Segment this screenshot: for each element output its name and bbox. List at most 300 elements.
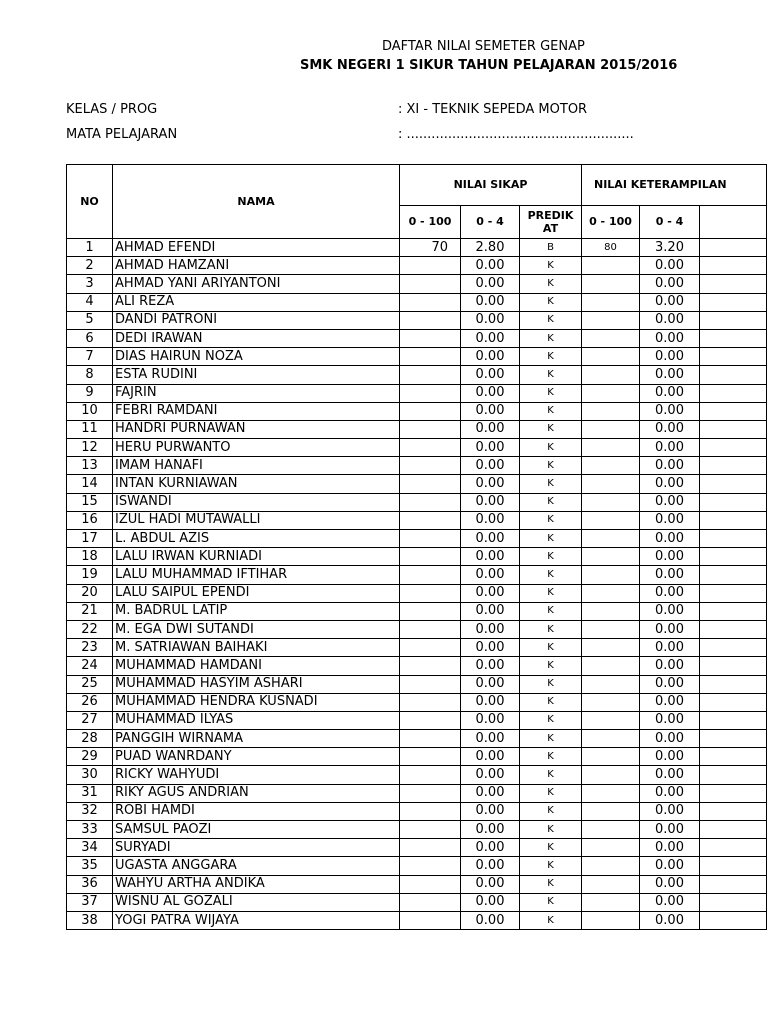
sikap-score-100 [400, 566, 461, 584]
table-row [67, 893, 767, 911]
sikap-score-100 [400, 584, 461, 602]
student-name: MUHAMMAD HAMDANI [113, 657, 400, 675]
row-number: 33 [67, 821, 113, 839]
student-name: AHMAD HAMZANI [113, 257, 400, 275]
extra-cell [700, 402, 767, 420]
sikap-predikat: K [520, 875, 582, 893]
sikap-score-100 [400, 875, 461, 893]
header-sikap-range-4: 0 - 4 [461, 206, 520, 239]
sikap-score-100 [400, 675, 461, 693]
student-name: M. EGA DWI SUTANDI [113, 620, 400, 638]
sikap-predikat: K [520, 311, 582, 329]
sikap-score-4: 0.00 [461, 821, 520, 839]
keterampilan-score-4: 0.00 [640, 748, 700, 766]
sikap-score-4: 0.00 [461, 348, 520, 366]
sikap-score-100 [400, 493, 461, 511]
table-row [67, 566, 767, 584]
student-name: LALU IRWAN KURNIADI [113, 548, 400, 566]
extra-cell [700, 748, 767, 766]
student-name: PUAD WANRDANY [113, 748, 400, 766]
grade-table-body [67, 239, 767, 930]
keterampilan-score-100 [582, 457, 640, 475]
extra-cell [700, 893, 767, 911]
keterampilan-score-4: 0.00 [640, 784, 700, 802]
keterampilan-score-100 [582, 329, 640, 347]
header-nilai-sikap: NILAI SIKAP [400, 165, 582, 206]
keterampilan-score-4: 0.00 [640, 275, 700, 293]
sikap-score-4: 0.00 [461, 893, 520, 911]
student-name: FEBRI RAMDANI [113, 402, 400, 420]
document-title: DAFTAR NILAI SEMETER GENAP [382, 39, 585, 54]
table-row [67, 766, 767, 784]
keterampilan-score-100: 80 [582, 239, 640, 257]
sikap-predikat: K [520, 511, 582, 529]
sikap-score-4: 0.00 [461, 329, 520, 347]
table-row [67, 548, 767, 566]
table-row [67, 384, 767, 402]
row-number: 25 [67, 675, 113, 693]
extra-cell [700, 530, 767, 548]
student-name: RIKY AGUS ANDRIAN [113, 784, 400, 802]
sikap-score-4: 0.00 [461, 530, 520, 548]
keterampilan-score-4: 0.00 [640, 457, 700, 475]
sikap-score-100 [400, 293, 461, 311]
keterampilan-score-4: 0.00 [640, 439, 700, 457]
sikap-score-4: 0.00 [461, 257, 520, 275]
keterampilan-score-100 [582, 675, 640, 693]
row-number: 14 [67, 475, 113, 493]
sikap-predikat: K [520, 293, 582, 311]
keterampilan-score-4: 0.00 [640, 602, 700, 620]
sikap-score-100 [400, 439, 461, 457]
sikap-predikat: K [520, 675, 582, 693]
student-name: ISWANDI [113, 493, 400, 511]
extra-cell [700, 475, 767, 493]
extra-cell [700, 548, 767, 566]
table-row [67, 257, 767, 275]
grade-sheet [66, 164, 727, 964]
sikap-predikat: K [520, 802, 582, 820]
extra-cell [700, 239, 767, 257]
sikap-score-100 [400, 639, 461, 657]
keterampilan-score-100 [582, 384, 640, 402]
sikap-score-4: 0.00 [461, 457, 520, 475]
keterampilan-score-100 [582, 584, 640, 602]
keterampilan-score-4: 0.00 [640, 911, 700, 929]
sikap-score-4: 0.00 [461, 311, 520, 329]
header-sikap-range-100: 0 - 100 [400, 206, 461, 239]
row-number: 34 [67, 839, 113, 857]
student-name: INTAN KURNIAWAN [113, 475, 400, 493]
keterampilan-score-100 [582, 402, 640, 420]
row-number: 36 [67, 875, 113, 893]
keterampilan-score-100 [582, 257, 640, 275]
table-row [67, 730, 767, 748]
student-name: AHMAD EFENDI [113, 239, 400, 257]
table-row [67, 821, 767, 839]
table-row [67, 311, 767, 329]
keterampilan-score-100 [582, 693, 640, 711]
row-number: 15 [67, 493, 113, 511]
keterampilan-score-4: 0.00 [640, 329, 700, 347]
keterampilan-score-100 [582, 548, 640, 566]
header-keterampilan-range-100: 0 - 100 [582, 206, 640, 239]
sikap-predikat: K [520, 711, 582, 729]
sikap-score-100 [400, 475, 461, 493]
extra-cell [700, 384, 767, 402]
keterampilan-score-100 [582, 366, 640, 384]
extra-cell [700, 620, 767, 638]
row-number: 32 [67, 802, 113, 820]
sikap-predikat: K [520, 730, 582, 748]
extra-cell [700, 311, 767, 329]
extra-cell [700, 420, 767, 438]
sikap-predikat: K [520, 566, 582, 584]
sikap-score-100 [400, 257, 461, 275]
keterampilan-score-100 [582, 293, 640, 311]
keterampilan-score-100 [582, 639, 640, 657]
table-row [67, 784, 767, 802]
row-number: 12 [67, 439, 113, 457]
sikap-score-4: 0.00 [461, 566, 520, 584]
table-row [67, 239, 767, 257]
extra-cell [700, 602, 767, 620]
sikap-score-100 [400, 730, 461, 748]
student-name: WAHYU ARTHA ANDIKA [113, 875, 400, 893]
row-number: 9 [67, 384, 113, 402]
student-name: IMAM HANAFI [113, 457, 400, 475]
keterampilan-score-4: 0.00 [640, 311, 700, 329]
sikap-score-4: 0.00 [461, 584, 520, 602]
student-name: RICKY WAHYUDI [113, 766, 400, 784]
row-number: 6 [67, 329, 113, 347]
keterampilan-score-4: 0.00 [640, 566, 700, 584]
keterampilan-score-100 [582, 275, 640, 293]
sikap-score-4: 0.00 [461, 639, 520, 657]
extra-cell [700, 457, 767, 475]
row-number: 38 [67, 911, 113, 929]
header-predikat: PREDIK AT [520, 206, 582, 239]
sikap-score-4: 0.00 [461, 693, 520, 711]
keterampilan-score-4: 0.00 [640, 348, 700, 366]
sikap-score-100 [400, 711, 461, 729]
header-extra [700, 206, 767, 239]
grade-table [66, 164, 767, 930]
sikap-score-4: 0.00 [461, 784, 520, 802]
extra-cell [700, 675, 767, 693]
keterampilan-score-4: 0.00 [640, 420, 700, 438]
table-row [67, 530, 767, 548]
mapel-value: : ....................................................... [398, 127, 634, 142]
keterampilan-score-100 [582, 821, 640, 839]
extra-cell [700, 257, 767, 275]
keterampilan-score-100 [582, 748, 640, 766]
sikap-predikat: K [520, 602, 582, 620]
student-name: MUHAMMAD HASYIM ASHARI [113, 675, 400, 693]
keterampilan-score-4: 0.00 [640, 475, 700, 493]
row-number: 10 [67, 402, 113, 420]
kelas-value: : XI - TEKNIK SEPEDA MOTOR [398, 102, 588, 117]
row-number: 19 [67, 566, 113, 584]
sikap-score-4: 0.00 [461, 802, 520, 820]
sikap-predikat: K [520, 348, 582, 366]
extra-cell [700, 639, 767, 657]
keterampilan-score-4: 0.00 [640, 875, 700, 893]
student-name: L. ABDUL AZIS [113, 530, 400, 548]
keterampilan-score-100 [582, 602, 640, 620]
table-row [67, 711, 767, 729]
sikap-predikat: B [520, 239, 582, 257]
sikap-score-4: 0.00 [461, 620, 520, 638]
sikap-score-4: 0.00 [461, 293, 520, 311]
student-name: LALU SAIPUL EPENDI [113, 584, 400, 602]
extra-cell [700, 366, 767, 384]
table-row [67, 457, 767, 475]
extra-cell [700, 875, 767, 893]
table-row [67, 657, 767, 675]
keterampilan-score-100 [582, 420, 640, 438]
keterampilan-score-4: 0.00 [640, 657, 700, 675]
keterampilan-score-4: 0.00 [640, 893, 700, 911]
sikap-predikat: K [520, 821, 582, 839]
row-number: 31 [67, 784, 113, 802]
student-name: SURYADI [113, 839, 400, 857]
sikap-score-4: 0.00 [461, 493, 520, 511]
keterampilan-score-4: 0.00 [640, 511, 700, 529]
table-row [67, 875, 767, 893]
sikap-predikat: K [520, 748, 582, 766]
sikap-predikat: K [520, 493, 582, 511]
keterampilan-score-4: 0.00 [640, 821, 700, 839]
sikap-predikat: K [520, 620, 582, 638]
table-row [67, 402, 767, 420]
sikap-score-100 [400, 275, 461, 293]
keterampilan-score-4: 0.00 [640, 639, 700, 657]
keterampilan-score-4: 0.00 [640, 802, 700, 820]
extra-cell [700, 839, 767, 857]
sikap-predikat: K [520, 639, 582, 657]
table-row [67, 620, 767, 638]
table-row [67, 348, 767, 366]
keterampilan-score-100 [582, 893, 640, 911]
extra-cell [700, 857, 767, 875]
row-number: 13 [67, 457, 113, 475]
row-number: 1 [67, 239, 113, 257]
student-name: HERU PURWANTO [113, 439, 400, 457]
sikap-score-4: 0.00 [461, 602, 520, 620]
sikap-score-4: 0.00 [461, 730, 520, 748]
row-number: 17 [67, 530, 113, 548]
student-name: ROBI HAMDI [113, 802, 400, 820]
sikap-score-100 [400, 784, 461, 802]
keterampilan-score-100 [582, 857, 640, 875]
sikap-score-4: 0.00 [461, 711, 520, 729]
table-row [67, 802, 767, 820]
table-row [67, 602, 767, 620]
student-name: DANDI PATRONI [113, 311, 400, 329]
sikap-predikat: K [520, 911, 582, 929]
student-name: MUHAMMAD ILYAS [113, 711, 400, 729]
kelas-label: KELAS / PROG [66, 102, 158, 117]
table-row [67, 293, 767, 311]
table-row [67, 911, 767, 929]
header-nilai-keterampilan: NILAI KETERAMPILAN [582, 165, 767, 206]
student-name: DIAS HAIRUN NOZA [113, 348, 400, 366]
sikap-score-4: 0.00 [461, 748, 520, 766]
sikap-score-100 [400, 766, 461, 784]
row-number: 23 [67, 639, 113, 657]
sikap-predikat: K [520, 420, 582, 438]
keterampilan-score-4: 0.00 [640, 675, 700, 693]
keterampilan-score-4: 0.00 [640, 257, 700, 275]
keterampilan-score-100 [582, 511, 640, 529]
sikap-score-100 [400, 384, 461, 402]
table-row [67, 675, 767, 693]
row-number: 11 [67, 420, 113, 438]
student-name: ESTA RUDINI [113, 366, 400, 384]
student-name: SAMSUL PAOZI [113, 821, 400, 839]
keterampilan-score-100 [582, 475, 640, 493]
sikap-predikat: K [520, 439, 582, 457]
extra-cell [700, 693, 767, 711]
row-number: 7 [67, 348, 113, 366]
sikap-score-100 [400, 748, 461, 766]
sikap-score-100 [400, 457, 461, 475]
sikap-score-4: 0.00 [461, 657, 520, 675]
table-row [67, 693, 767, 711]
row-number: 3 [67, 275, 113, 293]
keterampilan-score-4: 0.00 [640, 366, 700, 384]
sikap-predikat: K [520, 530, 582, 548]
student-name: DEDI IRAWAN [113, 329, 400, 347]
extra-cell [700, 730, 767, 748]
extra-cell [700, 821, 767, 839]
sikap-predikat: K [520, 857, 582, 875]
sikap-score-100 [400, 548, 461, 566]
sikap-score-4: 0.00 [461, 275, 520, 293]
header-keterampilan-range-4: 0 - 4 [640, 206, 700, 239]
table-row [67, 439, 767, 457]
extra-cell [700, 439, 767, 457]
sikap-score-100 [400, 620, 461, 638]
keterampilan-score-100 [582, 311, 640, 329]
keterampilan-score-100 [582, 657, 640, 675]
sikap-score-100 [400, 366, 461, 384]
header-no: NO [67, 165, 113, 239]
sikap-predikat: K [520, 329, 582, 347]
sikap-predikat: K [520, 257, 582, 275]
extra-cell [700, 784, 767, 802]
sikap-score-100 [400, 329, 461, 347]
row-number: 16 [67, 511, 113, 529]
sikap-score-100 [400, 821, 461, 839]
sikap-score-100 [400, 602, 461, 620]
sikap-predikat: K [520, 766, 582, 784]
extra-cell [700, 293, 767, 311]
extra-cell [700, 511, 767, 529]
sikap-score-4: 0.00 [461, 548, 520, 566]
sikap-score-4: 0.00 [461, 366, 520, 384]
extra-cell [700, 275, 767, 293]
sikap-score-4: 0.00 [461, 511, 520, 529]
keterampilan-score-100 [582, 784, 640, 802]
table-row [67, 275, 767, 293]
keterampilan-score-4: 0.00 [640, 839, 700, 857]
sikap-predikat: K [520, 275, 582, 293]
sikap-predikat: K [520, 784, 582, 802]
row-number: 5 [67, 311, 113, 329]
row-number: 8 [67, 366, 113, 384]
extra-cell [700, 566, 767, 584]
sikap-predikat: K [520, 839, 582, 857]
keterampilan-score-4: 0.00 [640, 620, 700, 638]
extra-cell [700, 493, 767, 511]
keterampilan-score-4: 0.00 [640, 730, 700, 748]
sikap-predikat: K [520, 893, 582, 911]
student-name: UGASTA ANGGARA [113, 857, 400, 875]
keterampilan-score-100 [582, 802, 640, 820]
sikap-score-4: 0.00 [461, 766, 520, 784]
sikap-score-100 [400, 693, 461, 711]
keterampilan-score-100 [582, 766, 640, 784]
sikap-predikat: K [520, 402, 582, 420]
student-name: PANGGIH WIRNAMA [113, 730, 400, 748]
keterampilan-score-4: 0.00 [640, 693, 700, 711]
student-name: AHMAD YANI ARIYANTONI [113, 275, 400, 293]
sikap-score-100 [400, 839, 461, 857]
sikap-predikat: K [520, 457, 582, 475]
keterampilan-score-100 [582, 493, 640, 511]
sikap-score-4: 0.00 [461, 911, 520, 929]
row-number: 35 [67, 857, 113, 875]
sikap-score-100 [400, 511, 461, 529]
keterampilan-score-100 [582, 730, 640, 748]
keterampilan-score-4: 0.00 [640, 711, 700, 729]
keterampilan-score-4: 0.00 [640, 493, 700, 511]
keterampilan-score-100 [582, 530, 640, 548]
sikap-score-100 [400, 657, 461, 675]
row-number: 37 [67, 893, 113, 911]
row-number: 24 [67, 657, 113, 675]
keterampilan-score-4: 3.20 [640, 239, 700, 257]
sikap-score-4: 0.00 [461, 675, 520, 693]
sikap-score-4: 2.80 [461, 239, 520, 257]
keterampilan-score-100 [582, 875, 640, 893]
keterampilan-score-100 [582, 566, 640, 584]
sikap-score-100 [400, 530, 461, 548]
sikap-predikat: K [520, 584, 582, 602]
table-row [67, 584, 767, 602]
keterampilan-score-4: 0.00 [640, 766, 700, 784]
sikap-score-4: 0.00 [461, 875, 520, 893]
header-nama: NAMA [113, 165, 400, 239]
sikap-predikat: K [520, 366, 582, 384]
sikap-score-100 [400, 857, 461, 875]
keterampilan-score-4: 0.00 [640, 293, 700, 311]
row-number: 30 [67, 766, 113, 784]
row-number: 29 [67, 748, 113, 766]
keterampilan-score-100 [582, 711, 640, 729]
table-row [67, 857, 767, 875]
sikap-predikat: K [520, 475, 582, 493]
extra-cell [700, 657, 767, 675]
student-name: IZUL HADI MUTAWALLI [113, 511, 400, 529]
keterampilan-score-4: 0.00 [640, 402, 700, 420]
sikap-score-4: 0.00 [461, 857, 520, 875]
student-name: FAJRIN [113, 384, 400, 402]
extra-cell [700, 584, 767, 602]
table-row [67, 420, 767, 438]
